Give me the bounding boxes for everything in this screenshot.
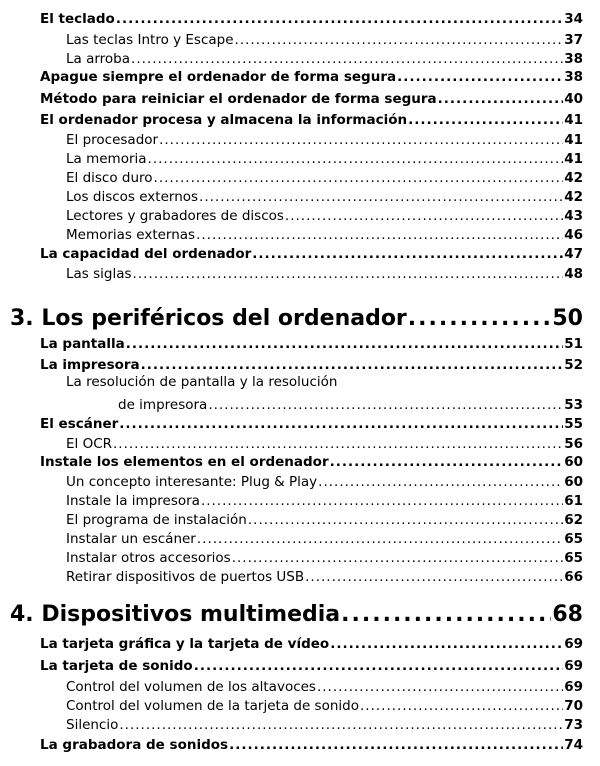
toc-leader-dots — [201, 493, 563, 509]
toc-page-number: 41 — [564, 112, 583, 128]
toc-page-number: 61 — [564, 493, 583, 509]
toc-page-number: 37 — [564, 32, 583, 48]
toc-page-number: 56 — [564, 436, 583, 452]
toc-title: Apague siempre el ordenador de forma segura — [40, 69, 397, 85]
toc-subsection — [66, 149, 583, 167]
toc-title: El ordenador procesa y almacena la información — [40, 112, 408, 128]
toc-title: de impresora — [118, 397, 208, 413]
toc-page-number: 50 — [552, 306, 583, 331]
toc-leader-dots — [397, 69, 563, 85]
toc-section — [40, 735, 583, 753]
toc-title: Instale la impresora — [66, 493, 200, 509]
toc-section — [40, 656, 583, 674]
toc-title: Método para reiniciar el ordenador de forma segura — [40, 91, 437, 107]
toc-page-number: 40 — [564, 91, 583, 107]
toc-page-number: 65 — [564, 531, 583, 547]
toc-subsection — [66, 206, 583, 224]
toc-title: Los discos externos — [66, 189, 199, 205]
toc-page-number: 42 — [564, 170, 583, 186]
toc-page-number: 41 — [564, 132, 583, 148]
toc-leader-dots — [305, 569, 563, 585]
toc-leader-dots — [133, 266, 564, 282]
toc-section — [40, 89, 583, 107]
toc-title: El OCR — [66, 436, 113, 452]
toc-page-number: 34 — [564, 11, 583, 27]
toc-leader-dots — [126, 336, 563, 352]
toc-section — [40, 414, 583, 432]
toc-title: La tarjeta gráfica y la tarjeta de vídeo — [40, 636, 330, 652]
toc-title: La tarjeta de sonido — [40, 658, 193, 674]
toc-title: Memorias externas — [66, 227, 196, 243]
toc-page-number: 62 — [564, 512, 583, 528]
toc-title: Control del volumen de los altavoces — [66, 679, 316, 695]
toc-title: Lectores y grabadores de discos — [66, 208, 284, 224]
toc-leader-dots — [232, 550, 564, 566]
toc-section — [40, 355, 583, 373]
toc-wrapped-line: La resolución de pantalla y la resolución — [66, 374, 338, 390]
toc-leader-dots — [248, 512, 563, 528]
toc-leader-dots — [194, 658, 564, 674]
toc-subsection — [66, 168, 583, 186]
toc-subsection — [66, 510, 583, 528]
toc-section — [40, 634, 583, 652]
toc-page-number: 38 — [564, 51, 583, 67]
toc-page-number: 43 — [564, 208, 583, 224]
toc-leader-dots — [330, 454, 564, 470]
toc-leader-dots — [119, 416, 563, 432]
toc-subsection — [66, 434, 583, 452]
toc-leader-dots — [131, 51, 563, 67]
toc-section — [40, 110, 583, 128]
toc-page-number: 48 — [564, 266, 583, 282]
toc-leader-dots — [438, 91, 564, 107]
toc-title: Las teclas Intro y Escape — [66, 32, 234, 48]
toc-page-number: 70 — [564, 698, 583, 714]
toc-title: El procesador — [66, 132, 159, 148]
toc-page-number: 65 — [564, 550, 583, 566]
toc-title: Silencio — [66, 717, 119, 733]
toc-title: La impresora — [40, 357, 140, 373]
toc-page-number: 38 — [564, 69, 583, 85]
toc-leader-dots — [197, 531, 563, 547]
toc-title: La pantalla — [40, 336, 125, 352]
toc-leader-dots — [199, 189, 563, 205]
toc-title: La memoria — [66, 151, 147, 167]
toc-page-number: 47 — [564, 246, 583, 262]
toc-title: Retirar dispositivos de puertos USB — [66, 569, 305, 585]
toc-page-number: 69 — [564, 636, 583, 652]
toc-page-number: 52 — [564, 357, 583, 373]
toc-leader-dots — [159, 132, 563, 148]
toc-title: La grabadora de sonidos — [40, 737, 229, 753]
toc-title: 4. Dispositivos multimedia — [10, 602, 341, 627]
toc-subsection — [66, 187, 583, 205]
toc-leader-dots — [229, 737, 563, 753]
toc-section — [40, 9, 583, 27]
toc-page-number: 41 — [564, 151, 583, 167]
toc-leader-dots — [252, 246, 563, 262]
toc-title: Instalar otros accesorios — [66, 550, 231, 566]
toc-leader-dots — [408, 306, 552, 331]
toc-section — [40, 67, 583, 85]
toc-page-number: 66 — [564, 569, 583, 585]
toc-subsection — [66, 130, 583, 148]
toc-leader-dots — [317, 679, 563, 695]
toc-leader-dots — [330, 636, 563, 652]
toc-title: El programa de instalación — [66, 512, 247, 528]
toc-subsection — [66, 548, 583, 566]
toc-title: El teclado — [40, 11, 115, 27]
toc-leader-dots — [318, 474, 563, 490]
toc-subsection — [66, 264, 583, 282]
toc-leader-dots — [360, 698, 563, 714]
toc-page-number: 69 — [564, 679, 583, 695]
toc-title: Instalar un escáner — [66, 531, 196, 547]
toc-leader-dots — [154, 170, 564, 186]
toc-leader-dots — [119, 717, 563, 733]
toc-page-number: 74 — [564, 737, 583, 753]
toc-title: El disco duro — [66, 170, 153, 186]
toc-section — [40, 334, 583, 352]
toc-leader-dots — [113, 436, 563, 452]
toc-title: Las siglas — [66, 266, 132, 282]
toc-leader-dots — [408, 112, 563, 128]
toc-subsection — [66, 529, 583, 547]
toc-page-number: 60 — [564, 474, 583, 490]
toc-page-number: 69 — [564, 658, 583, 674]
toc-title: Instale los elementos en el ordenador — [40, 454, 329, 470]
toc-title: La arroba — [66, 51, 131, 67]
toc-page-number: 53 — [564, 397, 583, 413]
toc-title: 3. Los periféricos del ordenador — [10, 306, 407, 331]
toc-section — [40, 244, 583, 262]
toc-subsection — [66, 49, 583, 67]
toc-subsection — [66, 472, 583, 490]
toc-page-number: 73 — [564, 717, 583, 733]
toc-subsection — [66, 696, 583, 714]
toc-subsection — [66, 225, 583, 243]
toc-subsection — [118, 395, 583, 413]
toc-chapter — [10, 301, 583, 331]
toc-subsection — [66, 715, 583, 733]
toc-title: Control del volumen de la tarjeta de sonido — [66, 698, 359, 714]
toc-leader-dots — [285, 208, 563, 224]
toc-page-number: 68 — [552, 602, 583, 627]
toc-subsection — [66, 30, 583, 48]
toc-subsection — [66, 567, 583, 585]
toc-title: La capacidad del ordenador — [40, 246, 252, 262]
toc-leader-dots — [141, 357, 564, 373]
toc-subsection — [66, 491, 583, 509]
toc-page-number: 46 — [564, 227, 583, 243]
toc-leader-dots — [208, 397, 563, 413]
toc-title: Un concepto interesante: Plug & Play — [66, 474, 318, 490]
toc-leader-dots — [196, 227, 563, 243]
toc-leader-dots — [235, 32, 564, 48]
toc-page-number: 42 — [564, 189, 583, 205]
toc-page-number: 60 — [564, 454, 583, 470]
toc-subsection — [66, 677, 583, 695]
toc-page-number: 55 — [564, 416, 583, 432]
toc-leader-dots — [341, 602, 551, 627]
toc-page-number: 51 — [564, 336, 583, 352]
toc-section — [40, 452, 583, 470]
toc-leader-dots — [116, 11, 563, 27]
toc-leader-dots — [148, 151, 564, 167]
toc-title: El escáner — [40, 416, 119, 432]
toc-chapter — [10, 597, 583, 627]
